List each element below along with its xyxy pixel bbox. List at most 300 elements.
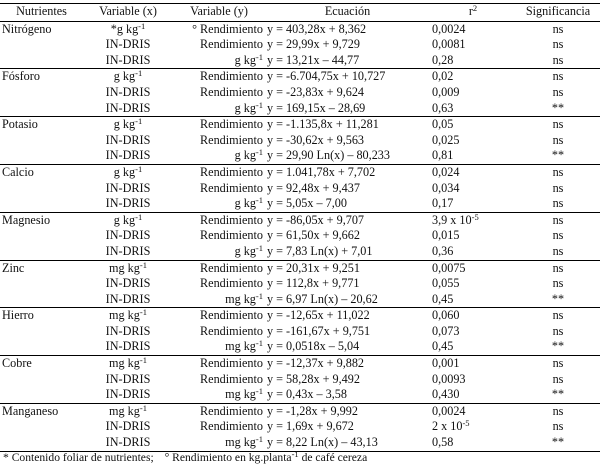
cell-nutriente: [0, 403, 83, 419]
header-variable-x: Variable (x): [83, 4, 173, 22]
cell-variable-x-sup: -1: [135, 211, 143, 222]
cell-significancia-text: ns: [552, 84, 564, 99]
table-row: [0, 69, 600, 85]
cell-variable-x-text: IN-DRIS: [105, 435, 151, 450]
cell-variable-y: [173, 21, 265, 37]
cell-variable-y-text: Rendimiento: [200, 37, 263, 52]
cell-ecuacion: [265, 419, 430, 435]
cell-ecuacion-text: y = 0,0518x – 5,04: [267, 339, 360, 354]
cell-ecuacion: [265, 196, 430, 212]
cell-nutriente: [0, 419, 83, 435]
cell-variable-x: [83, 419, 173, 435]
cell-significancia: [516, 403, 600, 419]
cell-ecuacion-text: y = -30,62x + 9,563: [267, 132, 365, 147]
header-r2: [430, 4, 516, 22]
cell-variable-y: [173, 435, 265, 451]
cell-variable-y-text: g kg: [234, 243, 256, 258]
cell-significancia: [516, 339, 600, 355]
cell-variable-x: [83, 244, 173, 260]
cell-variable-x-text: IN-DRIS: [105, 100, 151, 115]
table-row: [0, 101, 600, 117]
cell-variable-x-text: g kg: [113, 212, 136, 227]
cell-nutriente: [0, 339, 83, 355]
cell-variable-x: [83, 324, 173, 340]
cell-variable-x: [83, 372, 173, 388]
cell-r2: [430, 292, 516, 308]
cell-variable-y-text: Rendimiento: [200, 371, 263, 386]
cell-ecuacion-text: y = -12,65x + 11,022: [267, 308, 370, 323]
cell-ecuacion-text: y = 58,28x + 9,492: [267, 371, 360, 386]
cell-ecuacion: [265, 228, 430, 244]
cell-variable-x-text: IN-DRIS: [105, 387, 151, 402]
table-row: [0, 181, 600, 197]
cell-variable-x-sup: -1: [139, 307, 147, 318]
cell-r2-text: 0,009: [432, 84, 460, 99]
cell-variable-y: [173, 387, 265, 403]
cell-variable-y-text: mg kg: [225, 291, 256, 306]
cell-significancia: [516, 164, 600, 180]
cell-r2: [430, 308, 516, 324]
cell-variable-x-text: IN-DRIS: [105, 132, 151, 147]
cell-variable-x: [83, 69, 173, 85]
cell-ecuacion: [265, 292, 430, 308]
cell-ecuacion: [265, 260, 430, 276]
cell-variable-x: [83, 292, 173, 308]
cell-significancia-text: ns: [552, 69, 564, 84]
cell-variable-y-text: Rendimiento: [200, 403, 263, 418]
cell-r2-text: 0,05: [432, 117, 454, 132]
cell-ecuacion: [265, 164, 430, 180]
table-row: [0, 356, 600, 372]
cell-nutriente: [0, 356, 83, 372]
cell-r2-sup: -5: [471, 211, 479, 222]
cell-ecuacion-text: y = 169,15x – 28,69: [267, 100, 366, 115]
cell-significancia: [516, 212, 600, 228]
cell-ecuacion: [265, 244, 430, 260]
table-row: [0, 212, 600, 228]
cell-significancia: [516, 85, 600, 101]
cell-r2: [430, 419, 516, 435]
cell-variable-x: [83, 387, 173, 403]
cell-nutriente: [0, 117, 83, 133]
cell-ecuacion-text: y = -1,28x + 9,992: [267, 403, 358, 418]
cell-variable-y-text: Rendimiento: [200, 323, 263, 338]
cell-nutriente: [0, 244, 83, 260]
cell-ecuacion: [265, 69, 430, 85]
cell-variable-x: [83, 148, 173, 164]
cell-variable-x: [83, 37, 173, 53]
cell-significancia-text: **: [551, 435, 565, 450]
cell-r2: [430, 260, 516, 276]
cell-r2: [430, 356, 516, 372]
cell-variable-y-text: Rendimiento: [200, 69, 263, 84]
cell-ecuacion-text: y = 112,8x + 9,771: [267, 276, 360, 291]
cell-ecuacion-text: y = 92,48x + 9,437: [267, 180, 360, 195]
cell-significancia-text: ns: [552, 117, 564, 132]
cell-variable-x: [83, 356, 173, 372]
cell-ecuacion-text: y = 1,69x + 9,672: [267, 419, 354, 434]
cell-ecuacion: [265, 435, 430, 451]
cell-significancia-text: ns: [552, 164, 564, 179]
cell-r2-text: 0,45: [432, 339, 454, 354]
cell-variable-y-text: Rendimiento: [200, 276, 263, 291]
cell-significancia-text: ns: [552, 132, 564, 147]
cell-significancia-text: ns: [552, 52, 564, 67]
cell-ecuacion: [265, 339, 430, 355]
cell-variable-x-text: IN-DRIS: [105, 371, 151, 386]
table-row: [0, 148, 600, 164]
cell-nutriente: [0, 292, 83, 308]
cell-variable-y-sup: -1: [255, 51, 263, 62]
cell-variable-x-text: IN-DRIS: [105, 52, 151, 67]
cell-variable-y-text: Rendimiento: [200, 260, 263, 275]
cell-variable-y: [173, 419, 265, 435]
cell-r2-text: 0,430: [432, 387, 460, 402]
header-r2-sup: 2: [472, 3, 478, 13]
cell-variable-x-text: IN-DRIS: [105, 276, 151, 291]
cell-ecuacion: [265, 101, 430, 117]
cell-nutriente: [0, 181, 83, 197]
cell-variable-x-text: IN-DRIS: [105, 339, 151, 354]
cell-variable-x-sup: -1: [139, 355, 147, 366]
cell-variable-y: [173, 85, 265, 101]
cell-variable-x: [83, 117, 173, 133]
cell-nutriente-text: Nitrógeno: [2, 21, 52, 36]
table-row: [0, 196, 600, 212]
cell-significancia-text: ns: [552, 196, 564, 211]
cell-variable-y-text: g kg: [234, 196, 256, 211]
cell-variable-y-sup: -1: [255, 290, 263, 301]
table-row: [0, 164, 600, 180]
cell-r2-text: 0,001: [432, 356, 460, 371]
cell-significancia: [516, 372, 600, 388]
cell-variable-x-text: mg kg: [109, 356, 140, 371]
cell-nutriente-text: Magnesio: [2, 212, 51, 227]
cell-nutriente: [0, 372, 83, 388]
cell-variable-x-sup: -1: [138, 20, 146, 31]
cell-r2: [430, 37, 516, 53]
cell-significancia: [516, 133, 600, 149]
cell-variable-y-text: mg kg: [225, 339, 256, 354]
table-row: [0, 21, 600, 37]
cell-significancia: [516, 228, 600, 244]
cell-nutriente-text: Calcio: [2, 164, 34, 179]
cell-variable-y-text: Rendimiento: [200, 212, 263, 227]
cell-r2-text: 0,060: [432, 308, 460, 323]
cell-r2: [430, 372, 516, 388]
cell-variable-x-sup: -1: [135, 163, 143, 174]
cell-variable-x: [83, 276, 173, 292]
cell-significancia: [516, 324, 600, 340]
cell-variable-x-text: g kg: [113, 69, 136, 84]
cell-r2: [430, 101, 516, 117]
cell-variable-y-text: g kg: [234, 100, 256, 115]
cell-r2-sup: -5: [462, 418, 470, 429]
cell-variable-y: [173, 403, 265, 419]
cell-variable-y-text: Rendimiento: [200, 356, 263, 371]
cell-variable-x: [83, 260, 173, 276]
cell-significancia-text: ns: [552, 276, 564, 291]
cell-nutriente-text: Zinc: [2, 260, 25, 275]
table-row: [0, 260, 600, 276]
cell-variable-x-text: IN-DRIS: [105, 419, 151, 434]
cell-significancia-text: **: [551, 291, 565, 306]
cell-ecuacion: [265, 181, 430, 197]
table-row: [0, 292, 600, 308]
cell-variable-y-sup: -1: [255, 338, 263, 349]
cell-variable-x-text: IN-DRIS: [105, 180, 151, 195]
cell-significancia: [516, 387, 600, 403]
cell-nutriente: [0, 324, 83, 340]
cell-ecuacion-text: y = 29,99x + 9,729: [267, 37, 360, 52]
cell-significancia-text: ns: [552, 180, 564, 195]
header-r2-base: r: [468, 4, 473, 18]
cell-variable-x-sup: -1: [139, 259, 147, 270]
table-row: [0, 372, 600, 388]
cell-significancia-text: ns: [552, 228, 564, 243]
table-body: [0, 21, 600, 451]
cell-variable-y-text: ° Rendimiento: [192, 21, 263, 36]
cell-variable-y: [173, 101, 265, 117]
cell-variable-x-text: mg kg: [109, 308, 140, 323]
cell-r2-text: 0,0024: [432, 21, 466, 36]
table-row: [0, 85, 600, 101]
regression-table: [0, 3, 600, 452]
cell-significancia: [516, 37, 600, 53]
cell-ecuacion: [265, 117, 430, 133]
cell-r2: [430, 85, 516, 101]
cell-nutriente: [0, 85, 83, 101]
table-row: [0, 339, 600, 355]
header-significancia: Significancia: [516, 4, 600, 22]
cell-ecuacion-text: y = -6.704,75x + 10,727: [267, 69, 386, 84]
cell-ecuacion: [265, 85, 430, 101]
cell-ecuacion-text: y = 0,43x – 3,58: [267, 387, 347, 402]
cell-significancia: [516, 101, 600, 117]
cell-r2: [430, 53, 516, 69]
cell-r2: [430, 276, 516, 292]
cell-significancia-text: ns: [552, 212, 564, 227]
cell-variable-y: [173, 37, 265, 53]
cell-variable-y: [173, 164, 265, 180]
cell-ecuacion-text: y = 5,05x – 7,00: [267, 196, 347, 211]
cell-ecuacion: [265, 133, 430, 149]
footnote: [3, 451, 367, 464]
cell-significancia: [516, 196, 600, 212]
cell-significancia: [516, 260, 600, 276]
cell-variable-x-text: IN-DRIS: [105, 243, 151, 258]
cell-variable-x: [83, 228, 173, 244]
cell-r2-text: 0,0093: [432, 371, 466, 386]
cell-r2-text: 0,015: [432, 228, 460, 243]
cell-nutriente: [0, 212, 83, 228]
cell-variable-y-text: Rendimiento: [200, 117, 263, 132]
cell-variable-y-text: Rendimiento: [200, 180, 263, 195]
cell-r2-text: 0,025: [432, 132, 460, 147]
cell-ecuacion: [265, 212, 430, 228]
cell-r2: [430, 339, 516, 355]
cell-r2-text: 0,58: [432, 435, 454, 450]
cell-ecuacion: [265, 356, 430, 372]
cell-significancia-text: ns: [552, 37, 564, 52]
cell-variable-y-sup: -1: [255, 99, 263, 110]
cell-nutriente: [0, 276, 83, 292]
cell-nutriente-text: Hierro: [2, 308, 34, 323]
cell-variable-x: [83, 308, 173, 324]
cell-significancia: [516, 276, 600, 292]
cell-variable-y: [173, 308, 265, 324]
cell-variable-y: [173, 324, 265, 340]
cell-significancia: [516, 435, 600, 451]
cell-r2-text: 0,055: [432, 276, 460, 291]
cell-r2: [430, 228, 516, 244]
cell-significancia-text: ns: [552, 243, 564, 258]
footnote-rendimiento-sup: -1: [291, 449, 299, 459]
cell-ecuacion-text: y = 403,28x + 8,362: [267, 21, 367, 36]
cell-variable-x: [83, 212, 173, 228]
cell-significancia-text: ns: [552, 323, 564, 338]
cell-significancia-text: **: [551, 387, 565, 402]
cell-variable-x-text: IN-DRIS: [105, 148, 151, 163]
cell-nutriente-text: Cobre: [2, 356, 32, 371]
cell-variable-y: [173, 339, 265, 355]
cell-variable-y-text: Rendimiento: [200, 164, 263, 179]
cell-variable-x-text: mg kg: [109, 260, 140, 275]
cell-variable-y: [173, 372, 265, 388]
cell-ecuacion: [265, 403, 430, 419]
cell-r2: [430, 117, 516, 133]
cell-ecuacion: [265, 276, 430, 292]
cell-significancia-text: **: [551, 100, 565, 115]
cell-significancia-text: ns: [552, 419, 564, 434]
cell-r2: [430, 21, 516, 37]
cell-ecuacion-text: y = 20,31x + 9,251: [267, 260, 360, 275]
cell-variable-y-sup: -1: [255, 434, 263, 445]
cell-ecuacion: [265, 324, 430, 340]
cell-significancia: [516, 53, 600, 69]
cell-r2-text: 0,0075: [432, 260, 466, 275]
cell-variable-x-text: IN-DRIS: [105, 37, 151, 52]
cell-significancia: [516, 419, 600, 435]
cell-variable-y: [173, 244, 265, 260]
table-row: [0, 324, 600, 340]
cell-variable-x-text: *g kg: [110, 21, 139, 36]
cell-nutriente: [0, 308, 83, 324]
cell-r2: [430, 403, 516, 419]
cell-nutriente: [0, 260, 83, 276]
header-variable-y: Variable (y): [173, 4, 265, 22]
footnote-contenido: * Contenido foliar de nutrientes;: [3, 451, 154, 464]
cell-variable-y-sup: -1: [255, 386, 263, 397]
header-nutrientes: Nutrientes: [0, 4, 83, 22]
cell-ecuacion: [265, 372, 430, 388]
cell-variable-y-sup: -1: [255, 242, 263, 253]
table-row: [0, 133, 600, 149]
table-row: [0, 276, 600, 292]
cell-ecuacion: [265, 21, 430, 37]
header-ecuacion: Ecuación: [265, 4, 430, 22]
cell-r2-text: 0,034: [432, 180, 460, 195]
cell-significancia-text: ns: [552, 260, 564, 275]
cell-variable-x: [83, 164, 173, 180]
cell-ecuacion-text: y = 13,21x – 44,77: [267, 52, 360, 67]
table-row: [0, 244, 600, 260]
cell-r2: [430, 324, 516, 340]
cell-significancia: [516, 21, 600, 37]
cell-variable-x-sup: -1: [135, 68, 143, 79]
cell-r2: [430, 164, 516, 180]
cell-variable-y-text: mg kg: [225, 435, 256, 450]
cell-variable-x-text: g kg: [113, 164, 136, 179]
cell-nutriente-text: Fósforo: [2, 69, 40, 84]
cell-nutriente-text: Manganeso: [2, 403, 59, 418]
cell-variable-y-text: g kg: [234, 148, 256, 163]
cell-r2: [430, 387, 516, 403]
cell-variable-y: [173, 69, 265, 85]
cell-variable-x-text: IN-DRIS: [105, 323, 151, 338]
cell-variable-x-text: IN-DRIS: [105, 196, 151, 211]
cell-significancia: [516, 244, 600, 260]
cell-variable-x: [83, 101, 173, 117]
cell-nutriente: [0, 228, 83, 244]
cell-variable-y: [173, 148, 265, 164]
cell-significancia-text: **: [551, 148, 565, 163]
cell-r2: [430, 244, 516, 260]
table-row: [0, 403, 600, 419]
cell-variable-x: [83, 21, 173, 37]
cell-r2-text: 0,0081: [432, 37, 466, 52]
cell-r2-text: 0,45: [432, 291, 454, 306]
cell-significancia-text: ns: [552, 308, 564, 323]
cell-ecuacion: [265, 148, 430, 164]
cell-r2-text: 2 x 10: [432, 419, 463, 434]
cell-r2-text: 0,28: [432, 52, 454, 67]
cell-significancia: [516, 308, 600, 324]
cell-ecuacion: [265, 308, 430, 324]
cell-ecuacion-text: y = 8,22 Ln(x) – 43,13: [267, 435, 378, 450]
table-row: [0, 37, 600, 53]
cell-ecuacion-text: y = -1.135,8x + 11,281: [267, 117, 379, 132]
cell-variable-x-text: IN-DRIS: [105, 84, 151, 99]
cell-nutriente: [0, 133, 83, 149]
cell-ecuacion-text: y = 7,83 Ln(x) + 7,01: [267, 243, 373, 258]
cell-significancia-text: **: [551, 339, 565, 354]
cell-r2-text: 0,02: [432, 69, 454, 84]
table-row: [0, 117, 600, 133]
cell-nutriente-text: Potasio: [2, 117, 38, 132]
cell-variable-x: [83, 85, 173, 101]
cell-r2-text: 0,63: [432, 100, 454, 115]
cell-nutriente: [0, 37, 83, 53]
cell-significancia-text: ns: [552, 403, 564, 418]
cell-variable-y-text: Rendimiento: [200, 132, 263, 147]
cell-variable-x: [83, 133, 173, 149]
cell-r2-text: 0,81: [432, 148, 454, 163]
cell-ecuacion-text: y = 6,97 Ln(x) – 20,62: [267, 291, 378, 306]
cell-variable-x-text: g kg: [113, 117, 136, 132]
cell-ecuacion: [265, 387, 430, 403]
cell-variable-x-sup: -1: [135, 116, 143, 127]
cell-nutriente: [0, 53, 83, 69]
cell-r2: [430, 148, 516, 164]
table-row: [0, 435, 600, 451]
cell-variable-x: [83, 435, 173, 451]
cell-variable-x: [83, 339, 173, 355]
table-header-row: [0, 4, 600, 22]
cell-variable-y: [173, 356, 265, 372]
footnote-rendimiento: ° Rendimiento en kg.planta: [164, 451, 292, 464]
cell-variable-y-text: Rendimiento: [200, 228, 263, 243]
